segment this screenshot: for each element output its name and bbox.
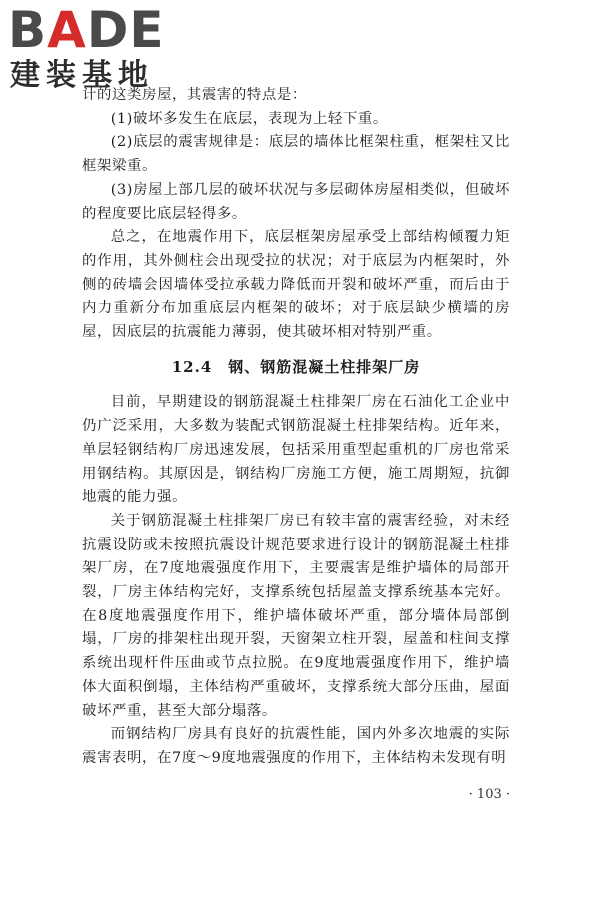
page-number: · 103 · (468, 787, 510, 802)
paragraph: 目前，早期建设的钢筋混凝土柱排架厂房在石油化工企业中仍广泛采用，大多数为装配式钢筋混凝土柱排架结构。近年来，单层轻钢结构厂房迅速发展，包括采用重型起重机的厂房也常采用钢结构。其原因是，钢结构厂房施工方便，施工周期短，抗御地震的能力强。 (82, 394, 510, 506)
paragraph: (2)底层的震害规律是：底层的墙体比框架柱重，框架柱又比框架梁重。 (82, 134, 510, 175)
paragraph: 总之，在地震作用下，底层框架房屋承受上部结构倾覆力矩的作用，其外侧柱会出现受拉的状况；对于底层为内框架时，外侧的砖墙会因墙体受拉承载力降低而开裂和破坏严重，而后由于内力重新分布加重底层内框架的破坏；对于底层缺少横墙的房屋，因底层的抗震能力薄弱，使其破坏相对特别严重。 (82, 229, 510, 341)
paragraph: 而钢结构厂房具有良好的抗震性能，国内外多次地震的实际震害表明，在7度～9度地震强度的作用下，主体结构未发现有明 (82, 726, 510, 766)
brand-logo (8, 1, 178, 96)
paragraph: 关于钢筋混凝土柱排架厂房已有较丰富的震害经验，对未经抗震设防或未按照抗震设计规范要求进行设计的钢筋混凝土柱排架厂房，在7度地震强度作用下，主要震害是维护墙体的局部开裂，厂房主体结构完好，支撑系统包括屋盖支撑系统基本完好。在8度地震强度作用下，维护墙体破坏严重，部分墙体局部倒塌，厂房的排架柱出现开裂，天窗架立柱开裂，屋盖和柱间支撑系统出现杆件压曲或节点拉脱。在9度地震强度作用下，维护墙体大面积倒塌，主体结构严重破坏，支撑系统大部分压曲，屋面破坏严重，甚至大部分塌落。 (82, 512, 510, 719)
paragraph: (3)房屋上部几层的破坏状况与多层砌体房屋相类似，但破坏的程度要比底层轻得多。 (82, 181, 510, 222)
logo-wordmark: BADE (8, 1, 165, 59)
page-body (82, 84, 510, 771)
paragraph: (1)破坏多发生在底层，表现为上轻下重。 (110, 110, 388, 127)
paragraph: 计的这类房屋，其震害的特点是： (82, 87, 307, 103)
logo-subtitle: 建装基地 (10, 58, 154, 93)
section-heading: 12.4 钢、钢筋混凝土柱排架厂房 (171, 357, 421, 376)
